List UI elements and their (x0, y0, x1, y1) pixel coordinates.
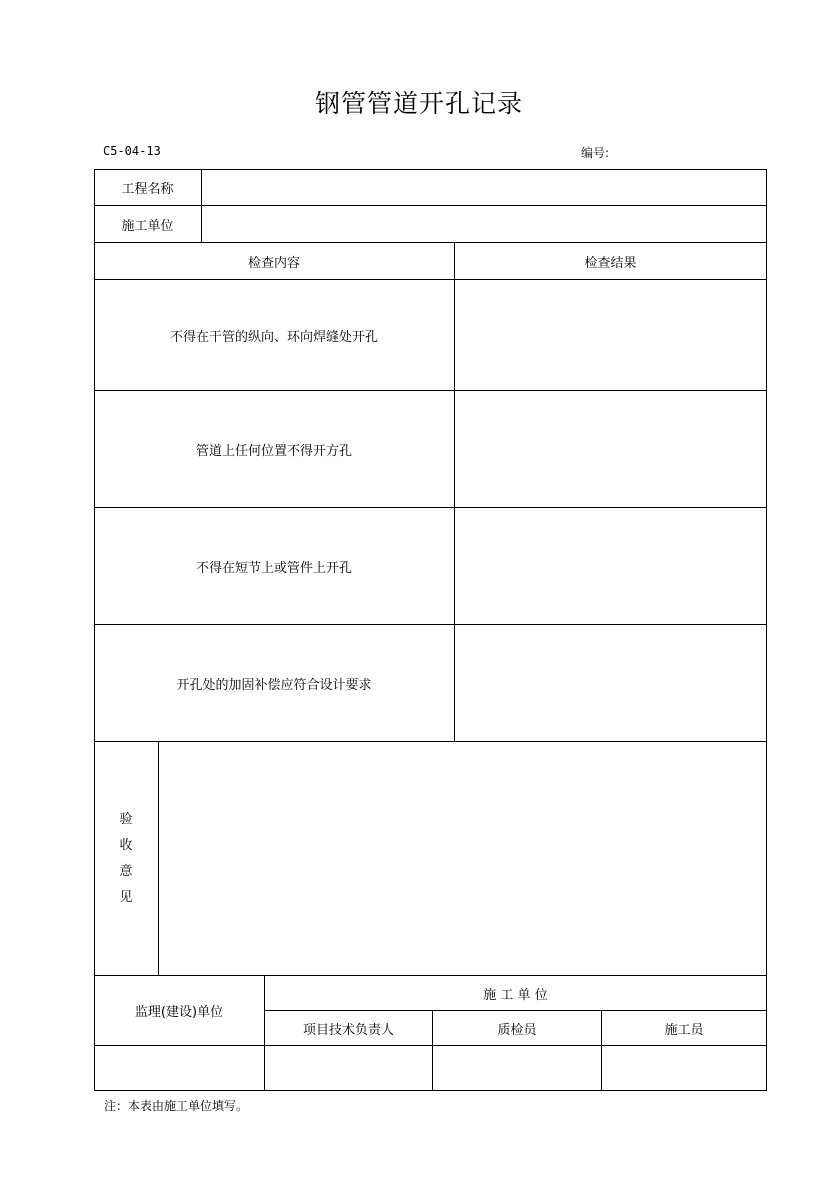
construction-unit-label: 施工单位 (121, 218, 174, 234)
check-result-field[interactable] (455, 625, 766, 741)
table-line (94, 1090, 767, 1091)
acceptance-label-char: 见 (119, 889, 133, 905)
acceptance-label-char: 验 (119, 811, 133, 827)
construction-unit-field[interactable] (202, 206, 766, 242)
check-result-field[interactable] (455, 508, 766, 624)
serial-label: 编号: (581, 146, 610, 160)
project-name-field[interactable] (202, 170, 766, 205)
check-item: 管道上任何位置不得开方孔 (195, 443, 352, 459)
constructor-signature-field[interactable] (602, 1046, 766, 1090)
signatory-label: 施工员 (664, 1022, 704, 1038)
signatory-label: 项目技术负责人 (302, 1022, 394, 1038)
check-item: 不得在干管的纵向、环向焊缝处开孔 (169, 329, 378, 345)
check-result-field[interactable] (455, 280, 766, 390)
acceptance-label-char: 意 (119, 863, 133, 879)
acceptance-label-char: 收 (119, 837, 133, 853)
check-content-header: 检查内容 (247, 255, 300, 271)
table-line (766, 169, 767, 1091)
acceptance-label (94, 742, 158, 975)
check-result-header: 检查结果 (584, 255, 637, 271)
page-title: 钢管管道开孔记录 (314, 89, 523, 118)
supervision-unit-label: 监理(建设)单位 (134, 1005, 224, 1020)
supervision-signature-field[interactable] (95, 1046, 264, 1090)
check-item: 不得在短节上或管件上开孔 (195, 560, 352, 576)
signatory-label: 质检员 (497, 1022, 537, 1038)
check-result-field[interactable] (455, 391, 766, 507)
footnote: 注：本表由施工单位填写。 (104, 1099, 249, 1113)
project-name-label: 工程名称 (121, 182, 174, 197)
technical-lead-signature-field[interactable] (265, 1046, 432, 1090)
check-item: 开孔处的加固补偿应符合设计要求 (176, 677, 372, 693)
quality-inspector-signature-field[interactable] (433, 1046, 601, 1090)
construction-unit-header: 施 工 单 位 (483, 987, 548, 1003)
form-code: C5-04-13 (103, 144, 161, 158)
acceptance-opinion-field[interactable] (159, 742, 766, 975)
